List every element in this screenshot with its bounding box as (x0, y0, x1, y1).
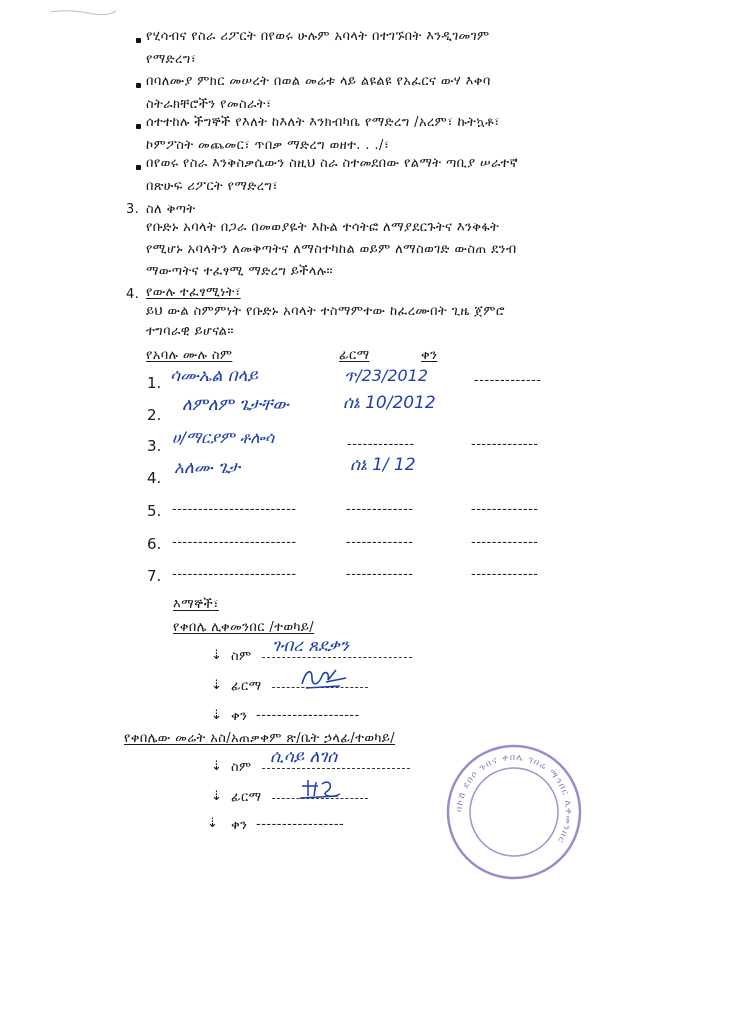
name-blank-line: ------------------------ (172, 567, 297, 582)
down-arrow-icon: ⇣ (211, 759, 222, 774)
section-4-line-2: ተግባራዊ ይሆናል። (146, 324, 234, 339)
section-4-line-1: ይህ ውል ስምምነት የቡድኑ አባላት ተስማምተው ከፈረሙበት ጊዜ ጀምሮ (146, 304, 505, 319)
date-blank-line: ------------- (471, 535, 539, 550)
bullet-marker (136, 38, 141, 43)
section-4-heading: የውሉ ተፈፃሚነት፣ (146, 285, 241, 300)
signature-blank-line: ------------- (346, 502, 414, 517)
section-3-line-2: የሚሆኑ አባላትን ለመቅጣትና ለማስተካከል ወይም ለማስወገድ ውስጠ ደንብ (146, 242, 517, 257)
witness-signature-scribble (296, 776, 346, 802)
name-line (262, 768, 410, 769)
scan-artifact (48, 8, 118, 18)
signature-blank-line: ------------- (346, 567, 414, 582)
signature-blank-line: ------------- (346, 535, 414, 550)
row-number: 3. (147, 437, 162, 455)
down-arrow-icon: ⇣ (211, 678, 222, 693)
down-arrow-icon: ⇣ (211, 708, 222, 723)
date-handwritten: ሰኔ 1/ 12 (350, 455, 416, 475)
official-stamp (444, 742, 584, 882)
row-number: 2. (147, 406, 162, 424)
section-3-heading: ስለ ቅጣት (146, 202, 196, 217)
name-label: ስም (231, 760, 252, 775)
signature-label: ፊርማ (231, 679, 262, 694)
header-date: ቀን (421, 348, 438, 363)
row-number: 6. (147, 535, 162, 553)
signature-label: ፊርማ (231, 790, 262, 805)
bullet-4-line-2: በጽሁፍ ሪፖርት የማድረግ፣ (146, 179, 279, 194)
land-office-title: የቀበሌው መሬት አስ/አጠቃቀም ጽ/ቤት ኃላፊ/ተወካይ/ (124, 731, 396, 746)
header-signature: ፊርማ (339, 348, 370, 363)
date-blank-line: ------------- (471, 567, 539, 582)
name-line (262, 657, 412, 658)
date-label: ቀን (231, 818, 248, 833)
date-blank-line: ------------- (471, 502, 539, 517)
date-blank-line: ------------- (471, 437, 539, 452)
bullet-marker (136, 124, 141, 129)
row-number: 7. (147, 567, 162, 585)
bullet-1-line-2: የማድረግ፣ (146, 52, 197, 67)
down-arrow-icon: ⇣ (211, 789, 222, 804)
bullet-2-line-1: በባለሙያ ምክር መሠረት በወል መሬቱ ላይ ልዩልዩ የአፈርና ውሃ እቀባ (146, 74, 491, 89)
section-3-line-3: ማውጣትና ተፈፃሚ ማድረግ ይችላሉ። (146, 264, 333, 279)
date-label: ቀን (231, 709, 248, 724)
bullet-marker (136, 165, 141, 170)
witness-signature-scribble (296, 664, 352, 692)
witness-heading: እማኞች፣ (173, 597, 219, 612)
svg-text:ባኮሽ ደበሶ ጉበና ቀበሌ ገበሬ ማኅበር ሊቀመንበ: ባኮሽ ደበሶ ጉበና ቀበሌ ገበሬ ማኅበር ሊቀመንበር (454, 752, 574, 845)
bullet-2-line-2: ስትራክቸሮችን የመስራት፣ (146, 97, 272, 112)
section-3-line-1: የቡድኑ አባላት በጋራ በመወያዬት እኩል ተሳትፎ ለማያደርጉትና እንቅፋት (146, 220, 500, 235)
row-number: 1. (147, 374, 162, 392)
bullet-4-line-1: በየወሩ የስራ እንቅስቃሴውን ስዚህ ስራ ስተመደበው የልማት ጣቢያ ሠራተኛ (146, 156, 519, 171)
name-blank-line: ------------------------ (172, 502, 297, 517)
date-handwritten: ጥ/23/2012 (344, 366, 429, 385)
date-blank-line: ----------------- (256, 817, 345, 832)
date-blank-line: -------------------- (256, 708, 360, 723)
row-number: 5. (147, 502, 162, 520)
bullet-3-line-1: ሰተተከሉ ችግኞች የእለት ከእለት እንክብካቤ የማድረግ /አረም፣ ኩትኳቶ፣ (146, 115, 500, 130)
member-name-handwritten: አለሙ ጌታ (174, 458, 240, 478)
date-handwritten: ሰኔ 10/2012 (343, 393, 436, 413)
witness-name-handwritten: ሲሳይ ለገሰ (270, 747, 338, 767)
section-3-number: 3. (126, 202, 140, 217)
member-name-handwritten: ሳሙኤል በላይ (170, 366, 258, 386)
bullet-marker (136, 83, 141, 88)
member-name-handwritten: ለምለም ጌታቸው (182, 395, 289, 415)
bullet-3-line-2: ኮምፖስት መጨመር፣ ጥበቃ ማድረግ ወዘተ. . ./፣ (146, 138, 390, 153)
name-label: ስም (231, 649, 252, 664)
name-blank-line: ------------------------ (172, 535, 297, 550)
date-blank-line: ------------- (474, 373, 542, 388)
down-arrow-icon: ⇣ (211, 648, 222, 663)
member-name-handwritten: ሀ/ማርያም ቶሎሳ (172, 428, 275, 447)
header-member-name: የአባሉ ሙሉ ስም (146, 348, 233, 363)
row-number: 4. (147, 469, 162, 487)
section-4-number: 4. (126, 287, 140, 302)
signature-blank-line: ------------- (347, 437, 415, 452)
down-arrow-icon: ⇣ (207, 816, 218, 831)
bullet-1-line-1: የሂሳብና የስራ ሪፖርት በየወሩ ሁሉም አባላት በተገኙበት እንዲገመገም (146, 29, 490, 44)
witness-name-handwritten: ገብረ ጸደቃን (272, 636, 349, 656)
kebele-chair-title: የቀበሌ ሊቀመንበር /ተወካይ/ (173, 620, 315, 635)
